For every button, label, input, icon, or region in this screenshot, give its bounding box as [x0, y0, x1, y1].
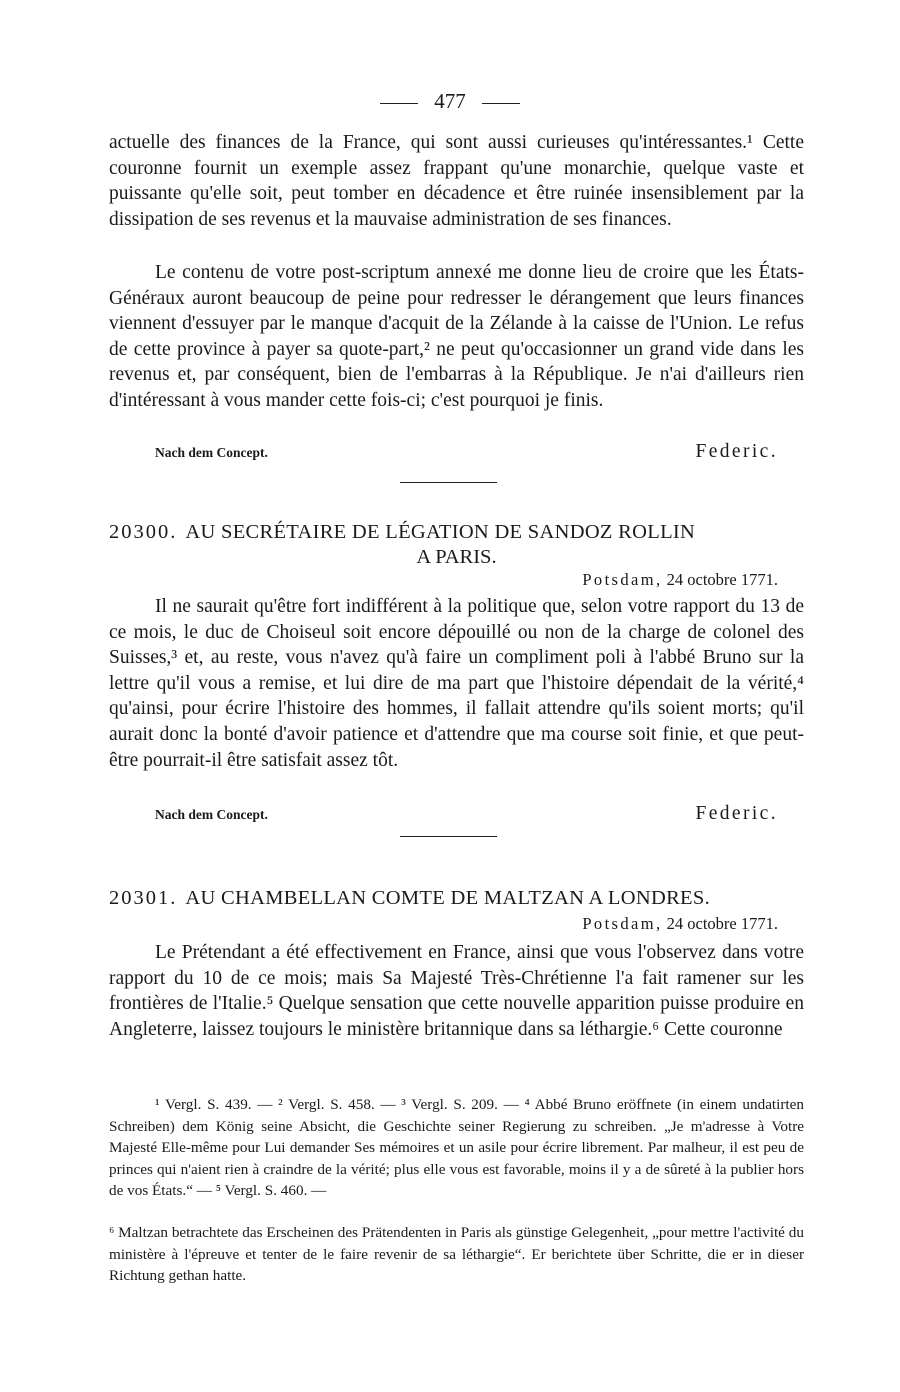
page-number-text: 477 — [434, 89, 466, 113]
signature-1: Federic. — [695, 441, 778, 462]
dateline-20300 — [582, 570, 778, 590]
page-number-rule-right — [482, 103, 520, 104]
letter-number-20300: 20300. — [109, 521, 178, 543]
dateline-place: Potsdam, — [582, 570, 663, 589]
dateline-date: 24 octobre 1771. — [666, 914, 778, 933]
postscript-paragraph: Le contenu de votre post-scriptum annexé me donne lieu de croire que les États-Généraux auront beaucoup de peine pour redresser le dérangement que leurs finances viennent d'essuyer par le manque d'acquit de la Zélande à la caisse de l'Union. Le refus de cette province à payer sa quote-part,² ne peut qu'occasionner un grand vide dans les revenus et, par conséquent, bien de l'embarras à la République. Je n'ai d'ailleurs rien d'intéressant à vous mander cette fois-ci; c'est pourquoi je finis. — [109, 262, 804, 411]
section-divider-2 — [400, 836, 497, 837]
concept-note-2: Nach dem Concept. — [155, 807, 268, 822]
section-divider-1 — [400, 482, 497, 483]
concept-note-1: Nach dem Concept. — [155, 445, 268, 460]
signature-2: Federic. — [695, 803, 778, 824]
letter-number-20301: 20301. — [109, 887, 178, 909]
page-number — [0, 88, 900, 114]
page-number-rule-left — [380, 103, 418, 104]
letter-heading-20301 — [109, 886, 804, 911]
continued-paragraph: actuelle des finances de la France, qui sont aussi curieuses qu'intéressantes.¹ Cette couronne fournit un exemple assez frappant qu'une monarchie, quelque vaste et puissante qu'elle soit, peut tomber en décadence et être ruinée insensiblement par la dissipation de ses revenus et la mauvaise administration de ses finances. — [109, 132, 804, 230]
letter-body-20300: Il ne saurait qu'être fort indifférent à la politique que, selon votre rapport du 13 de ce mois, le duc de Choiseul soit encore dépouillé ou non de la charge de colonel des Suisses,³ et, au reste, vous n'avez qu'à faire un compliment poli à l'abbé Bruno sur la lettre qu'il vous a remise, et lui dire de ma part que l'histoire dépendait de la vérité,⁴ qu'ainsi, pour écrire l'histoire des hommes, il fallait attendre qu'ils soient morts; qu'il aurait donc la bonté d'avoir patience et d'attendre que ma course soit finie, et que peut-être pourrait-il être satisfait assez tôt. — [109, 596, 804, 771]
footnotes-1-5: ¹ Vergl. S. 439. — ² Vergl. S. 458. — ³ Vergl. S. 209. — ⁴ Abbé Bruno eröffnete (in einem undatirten Schreiben) dem König seine Absicht, die Geschichte seiner Regierung zu schreiben. „Je m'adresse à Votre Majesté Elle-même pour Lui demander Ses mémoires et un asile pour écrire librement. Par malheur, il est peu de princes qui n'aient rien à craindre de la vérité; plus elle vous est favorable, moins il y a de sûreté à la publier hors de vos États.“ — ⁵ Vergl. S. 460. — — [109, 1096, 804, 1200]
letter-title-20300: AU SECRÉTAIRE DE LÉGATION DE SANDOZ ROLLIN — [185, 521, 696, 543]
dateline-date: 24 octobre 1771. — [666, 570, 778, 589]
dateline-place: Potsdam, — [582, 914, 663, 933]
letter-body-20301: Le Prétendant a été effectivement en France, ainsi que vous l'observez dans votre rapport du 10 de ce mois; mais Sa Majesté Très-Chrétienne l'a fait ramener sur les frontières de l'Italie.⁵ Quelque sensation que cette nouvelle apparition puisse produire en Angleterre, laissez toujours le ministère britannique dans sa léthargie.⁶ Cette couronne — [109, 942, 804, 1040]
dateline-20301 — [582, 914, 778, 934]
letter-heading-20300-line2: A PARIS. — [416, 546, 497, 568]
letter-heading-20300 — [109, 520, 804, 545]
letter-title-20301: AU CHAMBELLAN COMTE DE MALTZAN A LONDRES. — [185, 887, 710, 909]
footnote-6: ⁶ Maltzan betrachtete das Erscheinen des Prätendenten in Paris als günstige Gelegenheit, „pour mettre l'activité du ministère à l'épreuve et tenter de le faire revenir de sa léthargie“. Er berichtete über Schritte, die er in dieser Richtung gethan hatte. — [109, 1224, 804, 1285]
